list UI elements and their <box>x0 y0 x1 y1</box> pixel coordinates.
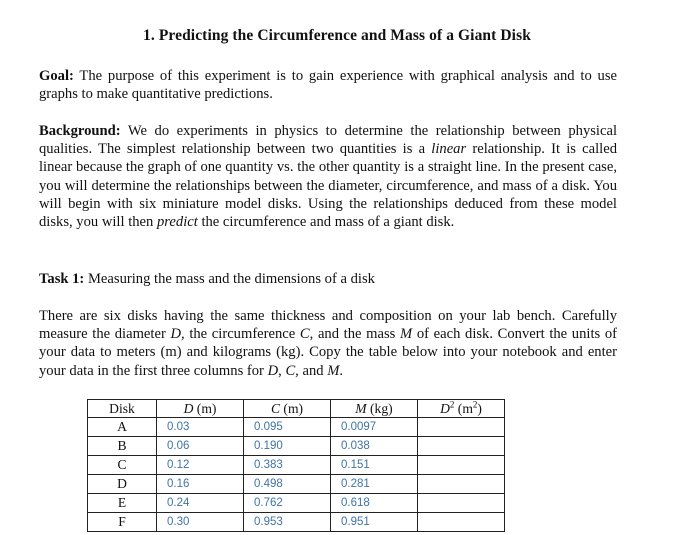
header-diameter-unit: (m) <box>196 400 217 416</box>
cell-mass: 0.038 <box>331 437 418 456</box>
var-m: M <box>400 326 413 343</box>
header-circumference <box>244 400 331 418</box>
instructions-text-7: . <box>339 362 344 379</box>
goal-label: Goal: <box>39 68 74 84</box>
table-row <box>88 456 505 475</box>
task-text: Measuring the mass and the dimensions of a disk <box>87 271 375 287</box>
cell-disk: C <box>88 456 157 475</box>
var-d: D <box>170 326 182 343</box>
instructions-text-2: , the circumference <box>181 326 296 343</box>
cell-diameter-squared <box>418 475 505 494</box>
cell-circumference: 0.953 <box>244 513 331 532</box>
header-mass <box>331 400 418 418</box>
background-label: Background: <box>39 123 121 139</box>
cell-diameter: 0.30 <box>157 513 244 532</box>
background-text-c: the circumference and mass of a giant disk. <box>201 214 455 231</box>
instructions-text-1: There are six disks having the same thickness and composition on your lab bench. Carefully measure the diameter <box>39 308 617 343</box>
cell-mass: 0.0097 <box>331 418 418 437</box>
disk-data-table <box>87 399 505 532</box>
header-mass-var: M <box>355 400 367 416</box>
header-diameter-squared <box>418 400 505 418</box>
instructions-text-6: , and <box>295 362 324 379</box>
background-text-b: relationship. It is called linear because the graph of one quantity vs. the other quantity is a straight line. In the present case, you will determine the relationships between the diameter, circumference, and mass of a disk. You will begin with six miniature model disks. Using the relationships deduced from these model disks, you will then <box>39 141 617 231</box>
header-dsq-var: D <box>440 400 450 416</box>
goal-paragraph <box>39 67 617 103</box>
cell-mass: 0.618 <box>331 494 418 513</box>
header-dsq-exp: 2 <box>449 398 455 409</box>
header-dsq-unit-open: (m <box>457 400 473 416</box>
cell-disk: B <box>88 437 157 456</box>
header-circumference-var: C <box>270 400 281 416</box>
var-m-2: M <box>327 362 340 379</box>
task-heading <box>39 270 617 288</box>
cell-diameter: 0.24 <box>157 494 244 513</box>
cell-circumference: 0.095 <box>244 418 331 437</box>
table-row <box>88 513 505 532</box>
cell-diameter: 0.16 <box>157 475 244 494</box>
cell-circumference: 0.383 <box>244 456 331 475</box>
instructions-text-5: , <box>278 362 282 379</box>
cell-diameter: 0.03 <box>157 418 244 437</box>
cell-diameter-squared <box>418 513 505 532</box>
background-paragraph <box>39 122 617 231</box>
cell-diameter: 0.06 <box>157 437 244 456</box>
cell-circumference: 0.762 <box>244 494 331 513</box>
task-label: Task 1: <box>39 271 85 287</box>
background-text-a: We do experiments in physics to determine the relationship between physical qualities. The simplest relationship between two quantities is a <box>39 123 617 158</box>
instructions-paragraph <box>39 307 617 380</box>
var-d-2: D <box>267 362 279 379</box>
table-row <box>88 475 505 494</box>
table-row <box>88 418 505 437</box>
page-title: 1. Predicting the Circumference and Mass of a Giant Disk <box>143 27 531 44</box>
cell-diameter-squared <box>418 418 505 437</box>
cell-mass: 0.281 <box>331 475 418 494</box>
header-disk: Disk <box>88 400 157 418</box>
table-row <box>88 494 505 513</box>
header-dsq-unit-close: ) <box>477 400 482 416</box>
header-diameter <box>157 400 244 418</box>
cell-mass: 0.951 <box>331 513 418 532</box>
cell-disk: A <box>88 418 157 437</box>
instructions-text-4: of each disk. Convert the units of your data to meters (m) and kilograms (kg). Copy the table below into your notebook and enter your data in the first three columns for <box>39 326 617 379</box>
cell-circumference: 0.498 <box>244 475 331 494</box>
header-dsq-unit-exp: 2 <box>472 398 478 409</box>
var-c-2: C <box>285 362 296 379</box>
header-mass-unit: (kg) <box>370 400 393 416</box>
background-predict-word: predict <box>156 214 198 231</box>
header-circumference-unit: (m) <box>283 400 304 416</box>
instructions-text-3: , and the mass <box>309 326 396 343</box>
cell-diameter-squared <box>418 437 505 456</box>
background-linear-word: linear <box>431 141 467 158</box>
table-row <box>88 437 505 456</box>
cell-disk: D <box>88 475 157 494</box>
var-c: C <box>299 326 310 343</box>
cell-disk: F <box>88 513 157 532</box>
cell-disk: E <box>88 494 157 513</box>
table-header-row <box>88 400 505 418</box>
cell-diameter-squared <box>418 494 505 513</box>
cell-circumference: 0.190 <box>244 437 331 456</box>
cell-diameter-squared <box>418 456 505 475</box>
cell-mass: 0.151 <box>331 456 418 475</box>
goal-text: The purpose of this experiment is to gain experience with graphical analysis and to use graphs to make quantitative predictions. <box>39 68 617 103</box>
header-diameter-var: D <box>183 400 194 416</box>
cell-diameter: 0.12 <box>157 456 244 475</box>
